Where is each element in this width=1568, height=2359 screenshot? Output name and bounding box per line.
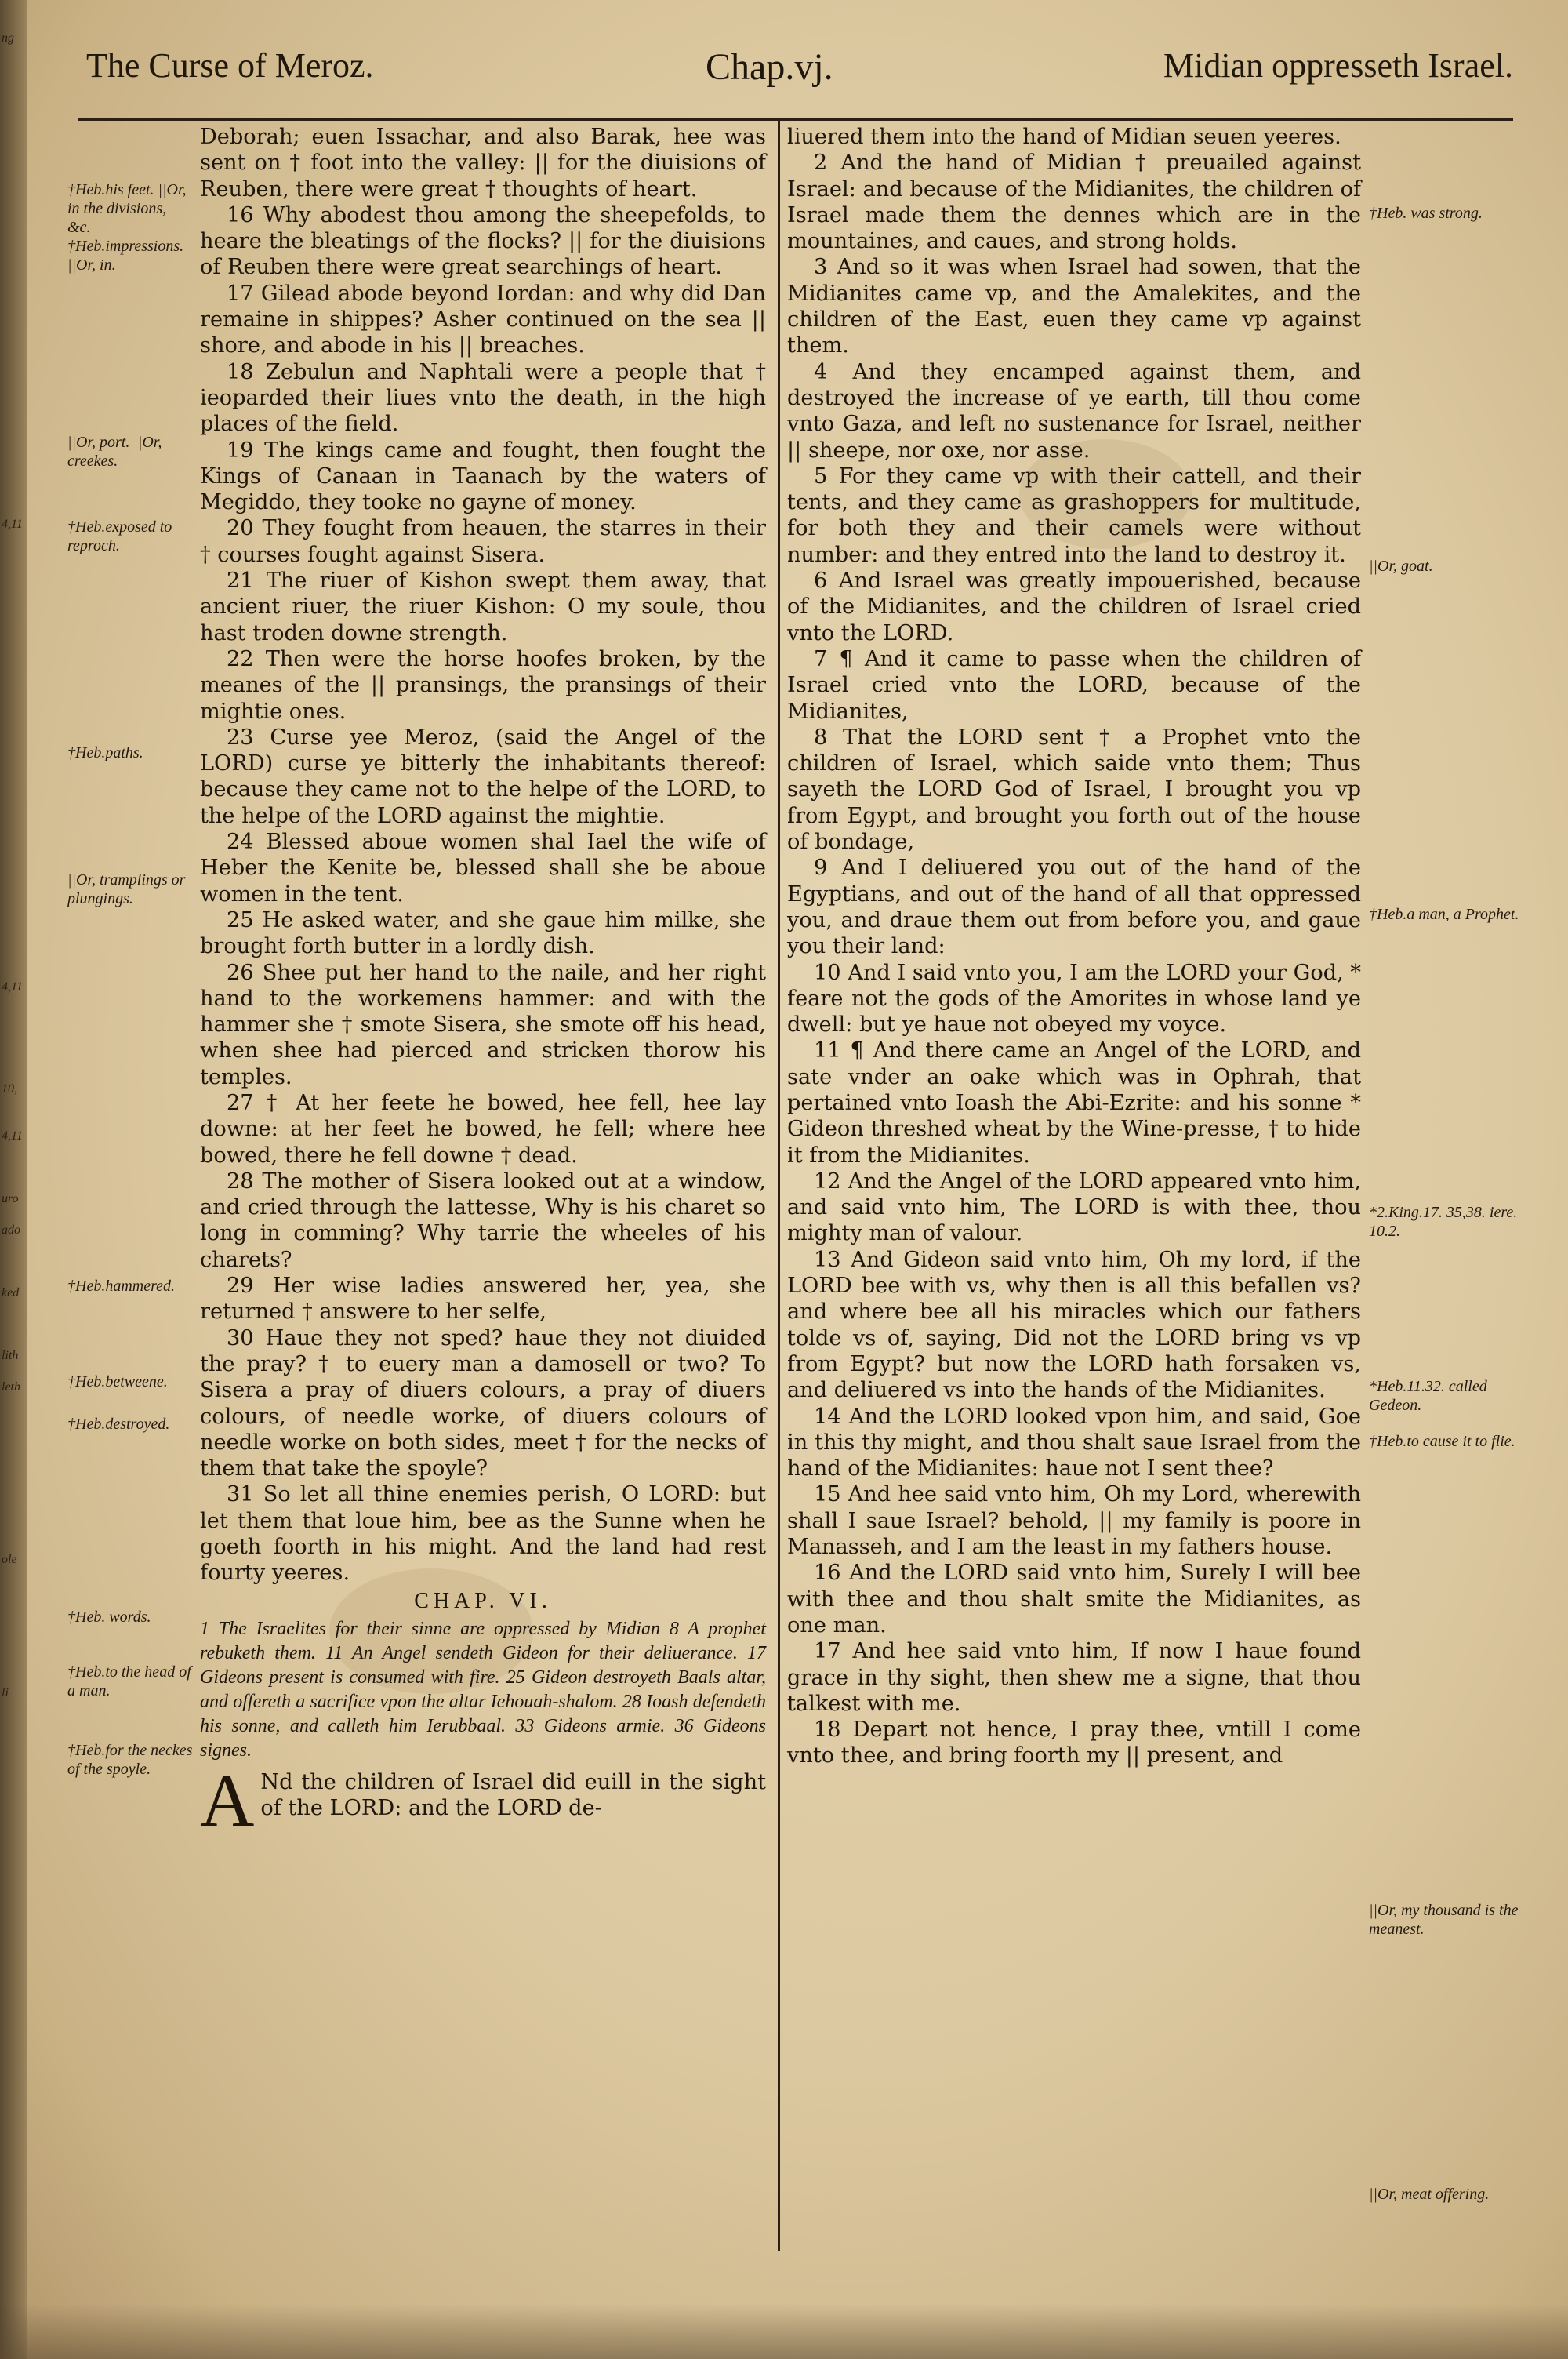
header-chapter: Chap.vj.: [706, 46, 833, 88]
verse: 15 And hee said vnto him, Oh my Lord, wherewith shall I saue Israel? behold, || my family is poore in Manasseh, and I am the least in my fathers house.: [787, 1482, 1361, 1560]
verse: 13 And Gideon said vnto him, Oh my lord, if the LORD bee with vs, why then is all this befallen vs? and where bee all his miracles which our fathers tolde vs of, saying, Did not the LORD bring vs vp from Egypt? but now the LORD hath forsaken vs, and deliuered vs into the hands of the Midianites.: [787, 1247, 1361, 1403]
margin-note: *2.King.17. 35,38. iere. 10.2.: [1369, 1204, 1518, 1240]
verse: 12 And the Angel of the LORD appeared vnto him, and said vnto him, The LORD is with thee, thou mighty man of valour.: [787, 1169, 1361, 1246]
margin-note: †Heb.hammered.: [67, 1278, 176, 1295]
edge-fragments: [2, 0, 25, 2359]
left-text-column: [200, 124, 766, 1842]
verse: 27 † At her feete he bowed, hee fell, hee lay downe: at her feet he bowed, he fell; where hee bowed, there he fell downe † dead.: [200, 1090, 766, 1168]
verse: 26 Shee put her hand to the naile, and her right hand to the workemens hammer: and with the hammer she † smote Sisera, she smote off his head, when shee had pierced and stricken thorow his temples.: [200, 960, 766, 1089]
margin-note: †Heb.betweene.: [67, 1373, 168, 1390]
edge-fragment: lith: [2, 1349, 19, 1362]
header-left-title: The Curse of Meroz.: [86, 46, 374, 85]
chapter-opening-text: Nd the children of Israel did euill in the sight of the LORD: and the LORD de-: [260, 1769, 766, 1821]
verse: 4 And they encamped against them, and destroyed the increase of ye earth, till thou come vnto Gaza, and left no sustenance for Israel, neither || sheepe, nor oxe, nor asse.: [787, 359, 1361, 463]
margin-note: †Heb.his feet. ||Or, in the divisions, &c. †Heb.impressions. ||Or, in.: [67, 181, 187, 274]
verse: 29 Her wise ladies answered her, yea, she returned † answere to her selfe,: [200, 1274, 766, 1325]
dropcap-letter: A: [200, 1757, 255, 1842]
right-text-column: [787, 124, 1361, 1769]
chapter-summary: 1 The Israelites for their sinne are oppressed by Midian 8 A prophet rebuketh them. 11 An Angel sendeth Gideon for their deliuerance. 17 Gideons present is consumed with fire. 25 Gideon destroyeth Baals altar, and offereth a sacrifice vpon the altar Iehouah-shalom. 28 Ioash defendeth his sonne, and calleth him Ierubbaal. 33 Gideons armie. 36 Gideons signes.: [200, 1618, 766, 1761]
verse: 30 Haue they not sped? haue they not diuided the pray? † to euery man a damosell or two? To Sisera a pray of diuers colours, a pray of diuers colours, of needle worke, of diuers colours of needle worke on both sides, meet † for the necks of them that take the spoyle?: [200, 1325, 766, 1481]
verse: 3 And so it was when Israel had sowen, that the Midianites came vp, and the Amalekites, and the children of the East, euen they came vp against them.: [787, 255, 1361, 358]
chapter-opening: [200, 1757, 766, 1842]
verse: 21 The riuer of Kishon swept them away, that ancient riuer, the riuer Kishon: O my soule, thou hast troden downe strength.: [200, 569, 766, 645]
verse: 7 ¶ And it came to passe when the children of Israel cried vnto the LORD, because of the Midianites,: [787, 646, 1361, 724]
header-rule: [78, 118, 1513, 121]
margin-note: †Heb. words.: [67, 1608, 151, 1626]
verse: 2 And the hand of Midian † preuailed against Israel: and because of the Midianites, the children of Israel made them the dennes which are in the mountaines, and caues, and strong holds.: [787, 151, 1361, 254]
edge-fragment: ng: [2, 31, 14, 45]
left-verses: [200, 124, 766, 1587]
edge-fragment: ado: [2, 1223, 20, 1237]
column-divider: [778, 118, 780, 2251]
chapter-heading: CHAP. VI.: [414, 1588, 552, 1613]
edge-fragment: 4,11: [2, 980, 23, 994]
verse: 24 Blessed aboue women shal Iael the wife of Heber the Kenite be, blessed shall she be aboue women in the tent.: [200, 830, 766, 907]
margin-note: ||Or, goat.: [1369, 558, 1433, 575]
verse: 19 The kings came and fought, then fought the Kings of Canaan in Taanach by the waters of Megiddo, they tooke no gayne of money.: [200, 438, 766, 515]
margin-note: ||Or, port. ||Or, creekes.: [67, 434, 162, 470]
margin-note: †Heb. was strong.: [1369, 205, 1483, 222]
verse: 8 That the LORD sent † a Prophet vnto the children of Israel, which saide vnto them; Thus sayeth the LORD God of Israel, I brought you vp from Egypt, and brought you forth out of the house of bondage,: [787, 725, 1361, 855]
verse: 28 The mother of Sisera looked out at a window, and cried through the lattesse, Why is his charet so long in comming? Why tarrie the wheeles of his charets?: [200, 1169, 766, 1272]
header-right-title: Midian oppresseth Israel.: [1163, 46, 1513, 85]
verse: 9 And I deliuered you out of the hand of the Egyptians, and out of the hand of all that oppressed you, and draue them out from before you, and gaue you their land:: [787, 856, 1361, 959]
verse: 18 Zebulun and Naphtali were a people that † ieoparded their liues vnto the death, in the high places of the field.: [200, 359, 766, 437]
margin-note: †Heb.to the head of a man.: [67, 1663, 191, 1699]
right-margin-notes: [1369, 118, 1523, 2282]
verse: 18 Depart not hence, I pray thee, vntill I come vnto thee, and bring foorth my || present, and: [787, 1717, 1361, 1768]
verse: 16 Why abodest thou among the sheepefolds, to heare the bleatings of the flocks? || for the diuisions of Reuben there were great searchings of heart.: [200, 202, 766, 280]
page-shadow: [0, 2304, 1568, 2359]
verse: 31 So let all thine enemies perish, O LORD: but let them that loue him, bee as the Sunne when he goeth foorth in his might. And the land had rest fourty yeeres.: [200, 1482, 766, 1586]
margin-note: †Heb.a man, a Prophet.: [1369, 906, 1519, 923]
margin-note: *Heb.11.32. called Gedeon.: [1369, 1378, 1487, 1414]
margin-note: ||Or, meat offering.: [1369, 2186, 1490, 2203]
edge-fragment: 4,11: [2, 1129, 23, 1143]
verse: Deborah; euen Issachar, and also Barak, hee was sent on † foot into the valley: || for the diuisions of Reuben, there were great † thoughts of heart.: [200, 125, 766, 202]
verse: 23 Curse yee Meroz, (said the Angel of the LORD) curse ye bitterly the inhabitants thereof: because they came not to the helpe of the LORD, to the helpe of the LORD against the mightie.: [200, 725, 766, 828]
left-margin-notes: [67, 118, 193, 2282]
margin-note: †Heb.to cause it to flie.: [1369, 1433, 1515, 1450]
verse: liuered them into the hand of Midian seuen yeeres.: [787, 125, 1341, 149]
edge-fragment: leth: [2, 1380, 20, 1394]
edge-fragment: ked: [2, 1286, 20, 1299]
verse: 16 And the LORD said vnto him, Surely I will bee with thee and thou shalt smite the Midianites, as one man.: [787, 1561, 1361, 1637]
margin-note: †Heb.exposed to reproch.: [67, 518, 172, 554]
verse: 11 ¶ And there came an Angel of the LORD, and sate vnder an oake which was in Ophrah, that pertained vnto Ioash the Abi-Ezrite: and his sonne * Gideon threshed wheat by the Wine-presse, † to hide it from the Midianites.: [787, 1038, 1361, 1168]
margin-note: †Heb.destroyed.: [67, 1416, 170, 1433]
verse: 22 Then were the horse hoofes broken, by the meanes of the || pransings, the pransings of their mightie ones.: [200, 646, 766, 724]
verse: 20 They fought from heauen, the starres in their † courses fought against Sisera.: [200, 516, 766, 567]
running-header: [78, 30, 1513, 108]
verse: 10 And I said vnto you, I am the LORD your God, * feare not the gods of the Amorites in whose land ye dwell: but ye haue not obeyed my voyce.: [787, 960, 1361, 1038]
verse: 14 And the LORD looked vpon him, and said, Goe in this thy might, and thou shalt saue Israel from the hand of the Midianites: haue not I sent thee?: [787, 1404, 1361, 1481]
verse: 5 For they came vp with their cattell, and their tents, and they came as grashoppers for multitude, for both they and their camels were without number: and they entred into the land to destroy it.: [787, 463, 1361, 567]
margin-note: ||Or, my thousand is the meanest.: [1369, 1902, 1519, 1938]
verse: 17 And hee said vnto him, If now I haue found grace in thy sight, then shew me a signe, that thou talkest with me.: [787, 1639, 1361, 1716]
edge-fragment: ole: [2, 1553, 17, 1566]
verse: 17 Gilead abode beyond Iordan: and why did Dan remaine in shippes? Asher continued on the sea || shore, and abode in his || breaches.: [200, 281, 766, 358]
margin-note: ||Or, tramplings or plungings.: [67, 871, 186, 907]
edge-fragment: 4,11: [2, 518, 23, 531]
verse: 6 And Israel was greatly impouerished, because of the Midianites, and the children of Israel cried vnto the LORD.: [787, 569, 1361, 645]
edge-fragment: li: [2, 1686, 9, 1699]
margin-note: †Heb.paths.: [67, 744, 143, 761]
margin-note: †Heb.for the neckes of the spoyle.: [67, 1742, 193, 1778]
edge-fragment: uro: [2, 1192, 19, 1205]
edge-fragment: 10,: [2, 1082, 17, 1096]
verse: 25 He asked water, and she gaue him milke, she brought forth butter in a lordly dish.: [200, 907, 766, 959]
